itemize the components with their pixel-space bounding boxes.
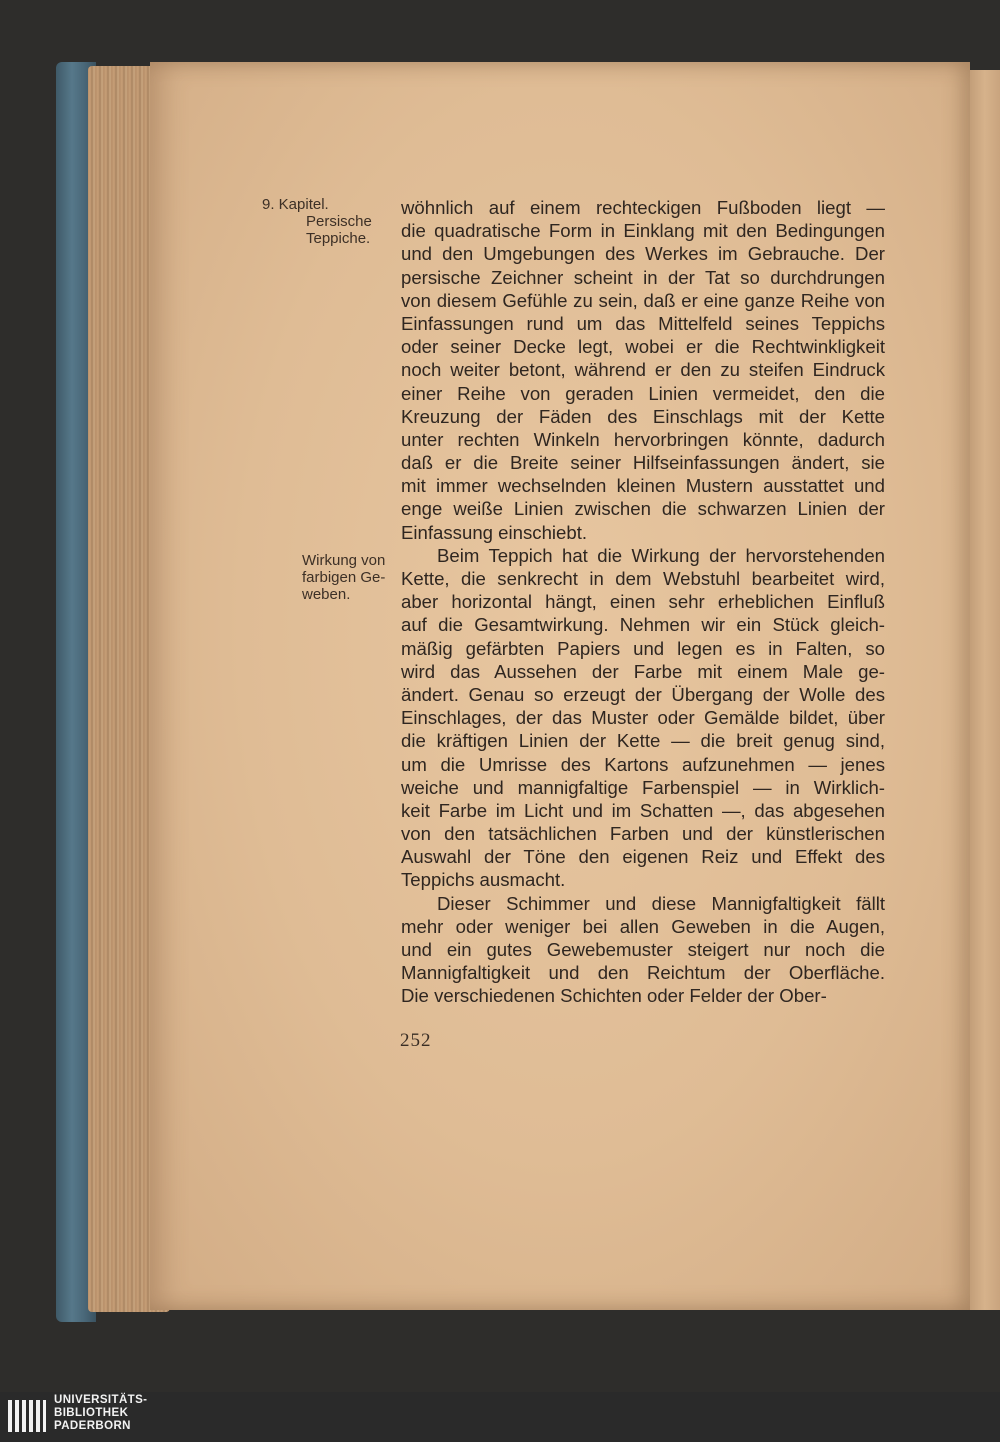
margin-note-line: Wirkung von xyxy=(302,552,386,569)
text-line: auf die Gesamtwirkung. Nehmen wir ein Stück gleich- xyxy=(401,614,885,636)
text-line: noch weiter betont, während er den zu steifen Eindruck xyxy=(401,359,885,381)
text-line: einer Reihe von geraden Linien vermeidet, den die xyxy=(401,382,885,404)
text-line: Einschlages, der das Muster oder Gemälde bildet, über xyxy=(401,707,885,729)
text-line: unter rechten Winkeln hervorbringen könnte, dadurch xyxy=(401,428,885,450)
text-line: oder seiner Decke legt, wobei er die Rechtwinkligkeit xyxy=(401,336,885,358)
margin-note-line: Persische xyxy=(306,213,372,230)
text-line: um die Umrisse des Kartons aufzunehmen — jenes xyxy=(401,753,885,775)
text-line: und den Umgebungen des Werkes im Gebrauche. Der xyxy=(401,243,885,265)
footer-bar xyxy=(0,1392,1000,1442)
library-logo-icon xyxy=(6,1396,48,1436)
text-line: aber horizontal hängt, einen sehr erheblichen Einfluß xyxy=(401,591,885,613)
margin-note-line: farbigen Ge- xyxy=(302,569,386,586)
logo-line: BIBLIOTHEK xyxy=(54,1407,129,1419)
text-line: Dieser Schimmer und diese Mannigfaltigkeit fällt xyxy=(437,892,885,914)
text-line: wöhnlich auf einem rechteckigen Fußboden liegt — xyxy=(401,197,885,218)
margin-note-line: Teppiche. xyxy=(306,230,371,247)
library-logo-text xyxy=(54,1394,147,1433)
text-line: weiche und mannigfaltige Farbenspiel — in Wirklich- xyxy=(401,776,885,798)
text-line: enge weiße Linien zwischen die schwarzen Linien der xyxy=(401,498,885,520)
text-line: mit immer wechselnden kleinen Mustern ausstattet und xyxy=(401,475,885,497)
text-line: ändert. Genau so erzeugt der Übergang der Wolle des xyxy=(401,683,885,705)
text-line: und ein gutes Gewebemuster steigert nur noch die xyxy=(401,939,885,960)
text-line: Mannigfaltigkeit und den Reichtum der Oberfläche. xyxy=(401,962,885,984)
body-text xyxy=(401,196,885,1008)
text-line: die quadratische Form in Einklang mit den Bedingungen xyxy=(401,220,885,242)
margin-note-section xyxy=(302,552,394,603)
text-line: Einfassungen rund um das Mittelfeld seines Teppichs xyxy=(401,312,885,334)
text-line: die kräftigen Linien der Kette — die breit genug sind, xyxy=(401,730,885,752)
logo-line: UNIVERSITÄTS- xyxy=(54,1394,148,1406)
margin-note-line: 9. Kapitel. xyxy=(262,196,329,213)
text-line: von den tatsächlichen Farben und der künstlerischen xyxy=(401,823,885,845)
margin-note-chapter xyxy=(262,196,372,247)
text-line: Die verschiedenen Schichten oder Felder der Ober- xyxy=(401,985,827,1007)
page-number: 252 xyxy=(400,1030,432,1051)
logo-line: PADERBORN xyxy=(54,1420,131,1432)
text-line: daß er die Breite seiner Hilfseinfassungen ändert, sie xyxy=(401,452,885,474)
text-line: mehr oder weniger bei allen Geweben in die Augen, xyxy=(401,915,885,937)
margin-note-line: weben. xyxy=(302,586,351,603)
text-line: wird das Aussehen der Farbe mit einem Male ge- xyxy=(401,660,885,682)
text-line: mäßig gefärbten Papiers und legen es in Falten, so xyxy=(401,637,885,659)
text-line: Beim Teppich hat die Wirkung der hervorstehenden xyxy=(437,544,885,566)
text-line: Teppichs ausmacht. xyxy=(401,869,566,891)
text-line: Kreuzung der Fäden des Einschlags mit der Kette xyxy=(401,405,885,427)
text-line: Auswahl der Töne den eigenen Reiz und Effekt des xyxy=(401,846,885,868)
text-line: keit Farbe im Licht und im Schatten —, das abgesehen xyxy=(401,799,885,821)
text-line: Kette, die senkrecht in dem Webstuhl bearbeitet wird, xyxy=(401,568,885,589)
text-line: von diesem Gefühle zu sein, daß er eine ganze Reihe von xyxy=(401,289,885,311)
text-line: Einfassung einschiebt. xyxy=(401,521,588,543)
text-line: persische Zeichner scheint in der Tat so durchdrungen xyxy=(401,266,885,288)
